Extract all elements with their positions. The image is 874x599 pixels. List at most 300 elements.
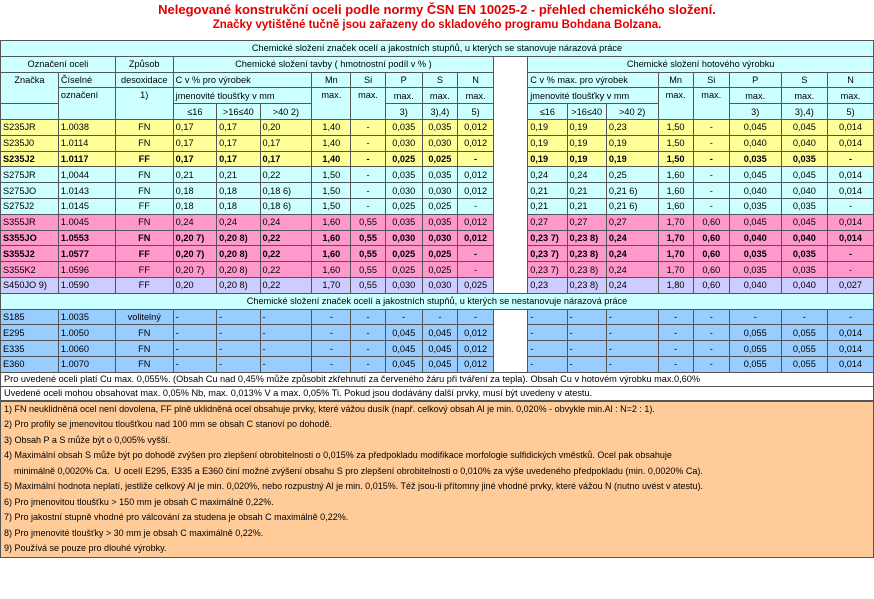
p-product-note: 3) bbox=[729, 104, 781, 120]
table-cell: 1,40 bbox=[312, 135, 351, 151]
table-cell: 0,27 bbox=[567, 214, 606, 230]
table-row bbox=[1, 262, 874, 278]
table-cell: S185 bbox=[1, 309, 59, 325]
table-cell: 0,014 bbox=[828, 135, 874, 151]
table-cell: 0,014 bbox=[828, 183, 874, 199]
table-cell: 0,025 bbox=[422, 198, 457, 214]
table-cell: 1.0050 bbox=[58, 325, 115, 341]
table-cell: 0,055 bbox=[729, 341, 781, 357]
table-cell: - bbox=[693, 119, 729, 135]
table-cell: 0,014 bbox=[828, 341, 874, 357]
table-row bbox=[1, 356, 874, 372]
table-cell: FN bbox=[115, 167, 173, 183]
table-cell: 0,045 bbox=[385, 341, 422, 357]
footnote-item: 2) Pro profily se jmenovitou tloušťkou nad 100 mm se obsah C stanoví po dohodě. bbox=[0, 417, 874, 433]
table-cell: FN bbox=[115, 356, 173, 372]
table-cell: FN bbox=[115, 341, 173, 357]
table-cell: FF bbox=[115, 198, 173, 214]
mn-max: max. bbox=[312, 88, 351, 120]
table-cell: 0,19 bbox=[567, 135, 606, 151]
gap-cell bbox=[494, 277, 528, 293]
gap-cell bbox=[494, 325, 528, 341]
table-cell: - bbox=[693, 356, 729, 372]
table-cell: 0,045 bbox=[781, 167, 828, 183]
table-cell: 0,18 6) bbox=[260, 198, 312, 214]
table-cell: volitelný bbox=[115, 309, 173, 325]
thickness-header: jmenovité tloušťky v mm bbox=[173, 88, 312, 104]
table-cell: 0,055 bbox=[729, 356, 781, 372]
table-cell: 0,25 bbox=[606, 167, 658, 183]
table-cell: 1,50 bbox=[658, 119, 693, 135]
table-cell: 0,60 bbox=[693, 277, 729, 293]
table-cell: 0,012 bbox=[457, 135, 493, 151]
table-cell: 0,19 bbox=[528, 135, 567, 151]
table-cell: 0,24 bbox=[260, 214, 312, 230]
table-cell: - bbox=[351, 183, 385, 199]
noimpact-rows bbox=[1, 309, 874, 372]
table-cell: S355K2 bbox=[1, 262, 59, 278]
p-product-max: max. bbox=[729, 88, 781, 104]
p-header: P bbox=[385, 72, 422, 88]
table-cell: 0,035 bbox=[729, 262, 781, 278]
table-cell: 1,60 bbox=[312, 230, 351, 246]
table-cell: - bbox=[457, 151, 493, 167]
table-cell: 1,50 bbox=[312, 198, 351, 214]
table-cell: 0,040 bbox=[729, 277, 781, 293]
gap-cell bbox=[494, 309, 528, 325]
table-cell: - bbox=[173, 309, 216, 325]
table-cell: 0,035 bbox=[385, 119, 422, 135]
table-cell: 0,22 bbox=[260, 277, 312, 293]
table-cell: 0,014 bbox=[828, 356, 874, 372]
table-row bbox=[1, 151, 874, 167]
table-cell: 1,70 bbox=[658, 230, 693, 246]
footnote-item: 1) FN neuklidněná ocel není dovolena, FF plně uklidněná ocel obsahuje prvky, které vážou dusík (např. celkový obsah Al je min. 0,020% - obvykle min.Al : N=2 : 1). bbox=[0, 402, 874, 418]
table-cell: 0,045 bbox=[385, 325, 422, 341]
table-cell: 0,045 bbox=[729, 167, 781, 183]
table-cell: 0,012 bbox=[457, 341, 493, 357]
table-cell: 0,21 bbox=[567, 183, 606, 199]
gap-cell bbox=[494, 119, 528, 135]
table-cell: 1.0553 bbox=[58, 230, 115, 246]
cast-header: Chemické složení tavby ( hmotnostní podíl v % ) bbox=[173, 56, 493, 72]
thickness-product-header: jmenovité tloušťky v mm bbox=[528, 88, 658, 104]
table-cell: 0,23 8) bbox=[567, 246, 606, 262]
table-cell: 0,60 bbox=[693, 214, 729, 230]
s-product-max: max. bbox=[781, 88, 828, 104]
table-cell: 0,025 bbox=[457, 277, 493, 293]
table-cell: 0,24 bbox=[567, 167, 606, 183]
table-cell: - bbox=[693, 198, 729, 214]
table-cell: - bbox=[351, 151, 385, 167]
table-cell: 0,030 bbox=[422, 230, 457, 246]
table-cell: - bbox=[351, 167, 385, 183]
mn-product-max: max. bbox=[658, 88, 693, 120]
table-cell: FN bbox=[115, 183, 173, 199]
table-cell: 0,24 bbox=[606, 277, 658, 293]
table-cell: - bbox=[217, 325, 260, 341]
table-cell: 0,035 bbox=[422, 167, 457, 183]
table-cell: 0,17 bbox=[173, 151, 216, 167]
table-cell: FF bbox=[115, 262, 173, 278]
table-cell: - bbox=[606, 309, 658, 325]
table-cell: 0,21 bbox=[528, 183, 567, 199]
table-cell: 0,014 bbox=[828, 230, 874, 246]
table-row bbox=[1, 246, 874, 262]
table-cell: 0,045 bbox=[422, 325, 457, 341]
table-cell: 0,22 bbox=[260, 167, 312, 183]
table-cell: 0,025 bbox=[422, 262, 457, 278]
table-cell: S275JO bbox=[1, 183, 59, 199]
table-cell: 0,055 bbox=[781, 341, 828, 357]
table-cell: - bbox=[173, 356, 216, 372]
page-title: Nelegované konstrukční oceli podle normy ČSN EN 10025-2 - přehled chemického složení. bbox=[158, 2, 716, 17]
table-cell: 0,040 bbox=[729, 135, 781, 151]
table-cell: 0,17 bbox=[173, 119, 216, 135]
table-cell: 0,040 bbox=[781, 277, 828, 293]
table-cell: - bbox=[260, 309, 312, 325]
table-cell: 0,18 bbox=[217, 183, 260, 199]
table-cell: - bbox=[528, 341, 567, 357]
table-cell: 0,24 bbox=[528, 167, 567, 183]
table-cell: 0,17 bbox=[173, 135, 216, 151]
table-cell: 1,0044 bbox=[58, 167, 115, 183]
table-cell: - bbox=[606, 325, 658, 341]
mn-header: Mn bbox=[312, 72, 351, 88]
p-max: max. bbox=[385, 88, 422, 104]
table-cell: 0,040 bbox=[781, 230, 828, 246]
table-cell: - bbox=[828, 262, 874, 278]
thick-1: ≤16 bbox=[173, 104, 216, 120]
table-cell: 0,23 7) bbox=[528, 262, 567, 278]
table-cell: 0,60 bbox=[693, 246, 729, 262]
table-cell: 0,040 bbox=[781, 183, 828, 199]
name-header: Značka bbox=[1, 72, 59, 104]
table-cell: 0,18 bbox=[173, 183, 216, 199]
table-cell: - bbox=[385, 309, 422, 325]
c-cast-header: C v % pro výrobek bbox=[173, 72, 312, 88]
table-cell: 0,55 bbox=[351, 214, 385, 230]
table-row bbox=[1, 230, 874, 246]
table-cell: 0,025 bbox=[422, 246, 457, 262]
table-cell: 0,045 bbox=[729, 119, 781, 135]
thick-product-1: ≤16 bbox=[528, 104, 567, 120]
table-cell: 0,025 bbox=[422, 151, 457, 167]
table-cell: 1,60 bbox=[658, 167, 693, 183]
table-cell: 0,17 bbox=[217, 119, 260, 135]
n-product-max: max. bbox=[828, 88, 874, 104]
table-cell: 1,50 bbox=[658, 135, 693, 151]
table-cell: 0,035 bbox=[781, 151, 828, 167]
table-cell: FN bbox=[115, 119, 173, 135]
table-cell: 0,19 bbox=[567, 119, 606, 135]
table-cell: E295 bbox=[1, 325, 59, 341]
gap-cell bbox=[494, 151, 528, 167]
table-cell: 0,23 8) bbox=[567, 230, 606, 246]
si-product-max: max. bbox=[693, 88, 729, 120]
n-max: max. bbox=[457, 88, 493, 104]
table-cell: 0,23 8) bbox=[567, 277, 606, 293]
table-cell: - bbox=[658, 341, 693, 357]
table-cell: 1.0045 bbox=[58, 214, 115, 230]
name-header-blank bbox=[1, 104, 59, 120]
table-cell: S235JR bbox=[1, 119, 59, 135]
gap-cell bbox=[494, 198, 528, 214]
table-cell: FF bbox=[115, 151, 173, 167]
table-cell: 0,20 7) bbox=[173, 230, 216, 246]
table-cell: 0,18 bbox=[217, 198, 260, 214]
table-cell: 0,030 bbox=[385, 135, 422, 151]
table-cell: 0,035 bbox=[729, 151, 781, 167]
table-cell: - bbox=[312, 325, 351, 341]
table-cell: 0,012 bbox=[457, 183, 493, 199]
table-cell: 0,20 7) bbox=[173, 262, 216, 278]
table-cell: 0,20 7) bbox=[173, 246, 216, 262]
table-cell: 1,60 bbox=[658, 198, 693, 214]
table-cell: 0,23 8) bbox=[567, 262, 606, 278]
table-row bbox=[1, 325, 874, 341]
table-cell: - bbox=[217, 341, 260, 357]
deox-header: desoxidace bbox=[115, 72, 173, 88]
table-cell: 0,60 bbox=[693, 230, 729, 246]
table-cell: - bbox=[567, 356, 606, 372]
table-row bbox=[1, 198, 874, 214]
table-cell: 1,70 bbox=[312, 277, 351, 293]
table-cell: 1,60 bbox=[312, 262, 351, 278]
table-cell: 0,025 bbox=[385, 246, 422, 262]
table-cell: 0,035 bbox=[422, 119, 457, 135]
table-cell: 0,030 bbox=[385, 183, 422, 199]
table-cell: FF bbox=[115, 277, 173, 293]
table-cell: - bbox=[260, 325, 312, 341]
table-cell: 0,21 bbox=[528, 198, 567, 214]
table-cell: 0,24 bbox=[217, 214, 260, 230]
table-cell: 1.0114 bbox=[58, 135, 115, 151]
table-cell: S355J2 bbox=[1, 246, 59, 262]
table-cell: S275J2 bbox=[1, 198, 59, 214]
table-cell: 1,40 bbox=[312, 151, 351, 167]
table-cell: - bbox=[658, 325, 693, 341]
table-cell: 0,055 bbox=[781, 325, 828, 341]
table-cell: - bbox=[351, 356, 385, 372]
si-header: Si bbox=[351, 72, 385, 88]
table-cell: - bbox=[729, 309, 781, 325]
table-cell: - bbox=[658, 309, 693, 325]
table-cell: - bbox=[351, 119, 385, 135]
p-note: 3) bbox=[385, 104, 422, 120]
s-product-note: 3),4) bbox=[781, 104, 828, 120]
table-cell: - bbox=[693, 325, 729, 341]
table-cell: 0,21 bbox=[217, 167, 260, 183]
table-row bbox=[1, 167, 874, 183]
table-cell: 0,19 bbox=[606, 151, 658, 167]
table-cell: FN bbox=[115, 325, 173, 341]
table-cell: 0,20 8) bbox=[217, 262, 260, 278]
table-row bbox=[1, 341, 874, 357]
table-cell: - bbox=[457, 246, 493, 262]
table-cell: 0,55 bbox=[351, 262, 385, 278]
table-cell: 0,045 bbox=[729, 214, 781, 230]
gap-cell bbox=[494, 246, 528, 262]
table-cell: - bbox=[828, 246, 874, 262]
table-cell: 1.0145 bbox=[58, 198, 115, 214]
table-cell: 0,22 bbox=[260, 246, 312, 262]
n-note: 5) bbox=[457, 104, 493, 120]
table-cell: 0,040 bbox=[781, 135, 828, 151]
table-cell: - bbox=[828, 151, 874, 167]
table-cell: - bbox=[567, 341, 606, 357]
table-cell: - bbox=[351, 341, 385, 357]
table-cell: 0,045 bbox=[781, 119, 828, 135]
table-cell: 0,20 bbox=[260, 119, 312, 135]
table-cell: - bbox=[528, 356, 567, 372]
table-cell: 0,24 bbox=[606, 262, 658, 278]
table-cell: 0,19 bbox=[528, 119, 567, 135]
thick-product-2: >16≤40 bbox=[567, 104, 606, 120]
table-cell: 1,70 bbox=[658, 262, 693, 278]
s-note: 3),4) bbox=[422, 104, 457, 120]
page-subtitle: Značky vytištěné tučně jsou zařazeny do skladového programu Bohdana Bolzana. bbox=[212, 19, 662, 32]
table-cell: 0,24 bbox=[606, 246, 658, 262]
gap-cell bbox=[494, 88, 528, 104]
table-cell: - bbox=[312, 341, 351, 357]
table-cell: - bbox=[693, 167, 729, 183]
table-cell: 0,055 bbox=[729, 325, 781, 341]
table-cell: - bbox=[457, 309, 493, 325]
table-cell: 1,50 bbox=[312, 183, 351, 199]
table-cell: 0,18 bbox=[173, 198, 216, 214]
deox-header-2: 1) bbox=[115, 88, 173, 120]
gap-cell bbox=[494, 72, 528, 88]
number-header: Číselné bbox=[58, 72, 115, 88]
table-cell: 1.0070 bbox=[58, 356, 115, 372]
table-cell: 0,012 bbox=[457, 167, 493, 183]
table-cell: 0,23 7) bbox=[528, 230, 567, 246]
table-cell: 0,012 bbox=[457, 119, 493, 135]
table-cell: 0,035 bbox=[781, 246, 828, 262]
mn-product-header: Mn bbox=[658, 72, 693, 88]
table-cell: 0,035 bbox=[781, 262, 828, 278]
table-cell: - bbox=[457, 198, 493, 214]
table-cell: - bbox=[567, 309, 606, 325]
table-cell: 1,60 bbox=[312, 214, 351, 230]
gap-cell bbox=[494, 135, 528, 151]
page-header bbox=[0, 0, 874, 40]
table-cell: E360 bbox=[1, 356, 59, 372]
table-cell: S355JO bbox=[1, 230, 59, 246]
table-cell: - bbox=[217, 356, 260, 372]
table-cell: 0,035 bbox=[781, 198, 828, 214]
si-product-header: Si bbox=[693, 72, 729, 88]
table-cell: 0,045 bbox=[385, 356, 422, 372]
table-cell: 0,23 bbox=[528, 277, 567, 293]
table-cell: 0,22 bbox=[260, 262, 312, 278]
table-cell: 0,012 bbox=[457, 356, 493, 372]
table-cell: 0,21 6) bbox=[606, 198, 658, 214]
table-cell: 0,045 bbox=[422, 341, 457, 357]
table-cell: FF bbox=[115, 246, 173, 262]
table-cell: 0,035 bbox=[729, 246, 781, 262]
table-cell: 0,20 8) bbox=[217, 246, 260, 262]
n-product-header: N bbox=[828, 72, 874, 88]
table-cell: - bbox=[260, 341, 312, 357]
gap-cell bbox=[494, 356, 528, 372]
table-cell: - bbox=[606, 356, 658, 372]
table-cell: 0,22 bbox=[260, 230, 312, 246]
table-cell: 0,014 bbox=[828, 119, 874, 135]
table-cell: - bbox=[260, 356, 312, 372]
table-cell: 0,21 6) bbox=[606, 183, 658, 199]
table-cell: - bbox=[173, 341, 216, 357]
table-cell: 1,60 bbox=[658, 183, 693, 199]
table-cell: FN bbox=[115, 214, 173, 230]
table-cell: - bbox=[351, 135, 385, 151]
table-cell: FN bbox=[115, 135, 173, 151]
table-cell: S275JR bbox=[1, 167, 59, 183]
table-cell: - bbox=[693, 183, 729, 199]
table-cell: 0,014 bbox=[828, 214, 874, 230]
table-cell: 0,20 8) bbox=[217, 230, 260, 246]
table-row bbox=[1, 277, 874, 293]
thick-2: >16≤40 bbox=[217, 104, 260, 120]
table-cell: 0,19 bbox=[567, 151, 606, 167]
table-cell: - bbox=[351, 198, 385, 214]
table-cell: 1.0577 bbox=[58, 246, 115, 262]
table-cell: - bbox=[606, 341, 658, 357]
table-cell: 1,70 bbox=[658, 214, 693, 230]
table-cell: - bbox=[457, 262, 493, 278]
footnote-item: minimálně 0,0020% Ca. U ocelí E295, E335 a E360 činí možné zvýšení obsahu S pro zlepšení obrobitelnosti o 0,010% za výše uvedeného předpokladu (min. 0,0020% Ca). bbox=[0, 464, 874, 480]
table-cell: 1.0038 bbox=[58, 119, 115, 135]
table-row bbox=[1, 214, 874, 230]
gap-cell bbox=[494, 214, 528, 230]
table-cell: 0,030 bbox=[385, 277, 422, 293]
table-cell: E335 bbox=[1, 341, 59, 357]
gap-cell bbox=[494, 104, 528, 120]
table-cell: - bbox=[781, 309, 828, 325]
table-cell: - bbox=[693, 135, 729, 151]
table-cell: 0,19 bbox=[606, 135, 658, 151]
note-microalloy: Uvedené oceli mohou obsahovat max. 0,05% Nb, max. 0,013% V a max. 0,05% Ti. Pokud jsou dodávány další prvky, musí být uvedeny v atestu. bbox=[1, 386, 874, 400]
table-cell: 1,70 bbox=[658, 246, 693, 262]
n-header: N bbox=[457, 72, 493, 88]
n-product-note: 5) bbox=[828, 104, 874, 120]
table-row bbox=[1, 309, 874, 325]
table-cell: 0,17 bbox=[260, 135, 312, 151]
table-cell: - bbox=[312, 356, 351, 372]
table-cell: 0,27 bbox=[528, 214, 567, 230]
product-header: Chemické složení hotového výrobku bbox=[528, 56, 874, 72]
table-cell: 0,21 bbox=[173, 167, 216, 183]
table-cell: 0,19 bbox=[528, 151, 567, 167]
table-cell: 0,055 bbox=[781, 356, 828, 372]
table-cell: 0,55 bbox=[351, 246, 385, 262]
table-cell: 0,21 bbox=[567, 198, 606, 214]
table-cell: 0,025 bbox=[385, 198, 422, 214]
table-cell: 0,027 bbox=[828, 277, 874, 293]
gap-cell bbox=[494, 230, 528, 246]
table-cell: 1,50 bbox=[658, 151, 693, 167]
table-cell: 0,20 8) bbox=[217, 277, 260, 293]
table-cell: 0,045 bbox=[422, 356, 457, 372]
p-product-header: P bbox=[729, 72, 781, 88]
table-cell: 1.0596 bbox=[58, 262, 115, 278]
table-cell: 0,20 bbox=[173, 277, 216, 293]
table-cell: 0,045 bbox=[781, 214, 828, 230]
table-cell: - bbox=[828, 198, 874, 214]
footnote-item: 3) Obsah P a S může být o 0,005% vyšší. bbox=[0, 433, 874, 449]
section-impact-title: Chemické složení značek ocelí a jakostních stupňů, u kterých se stanovuje nárazová práce bbox=[1, 41, 874, 57]
